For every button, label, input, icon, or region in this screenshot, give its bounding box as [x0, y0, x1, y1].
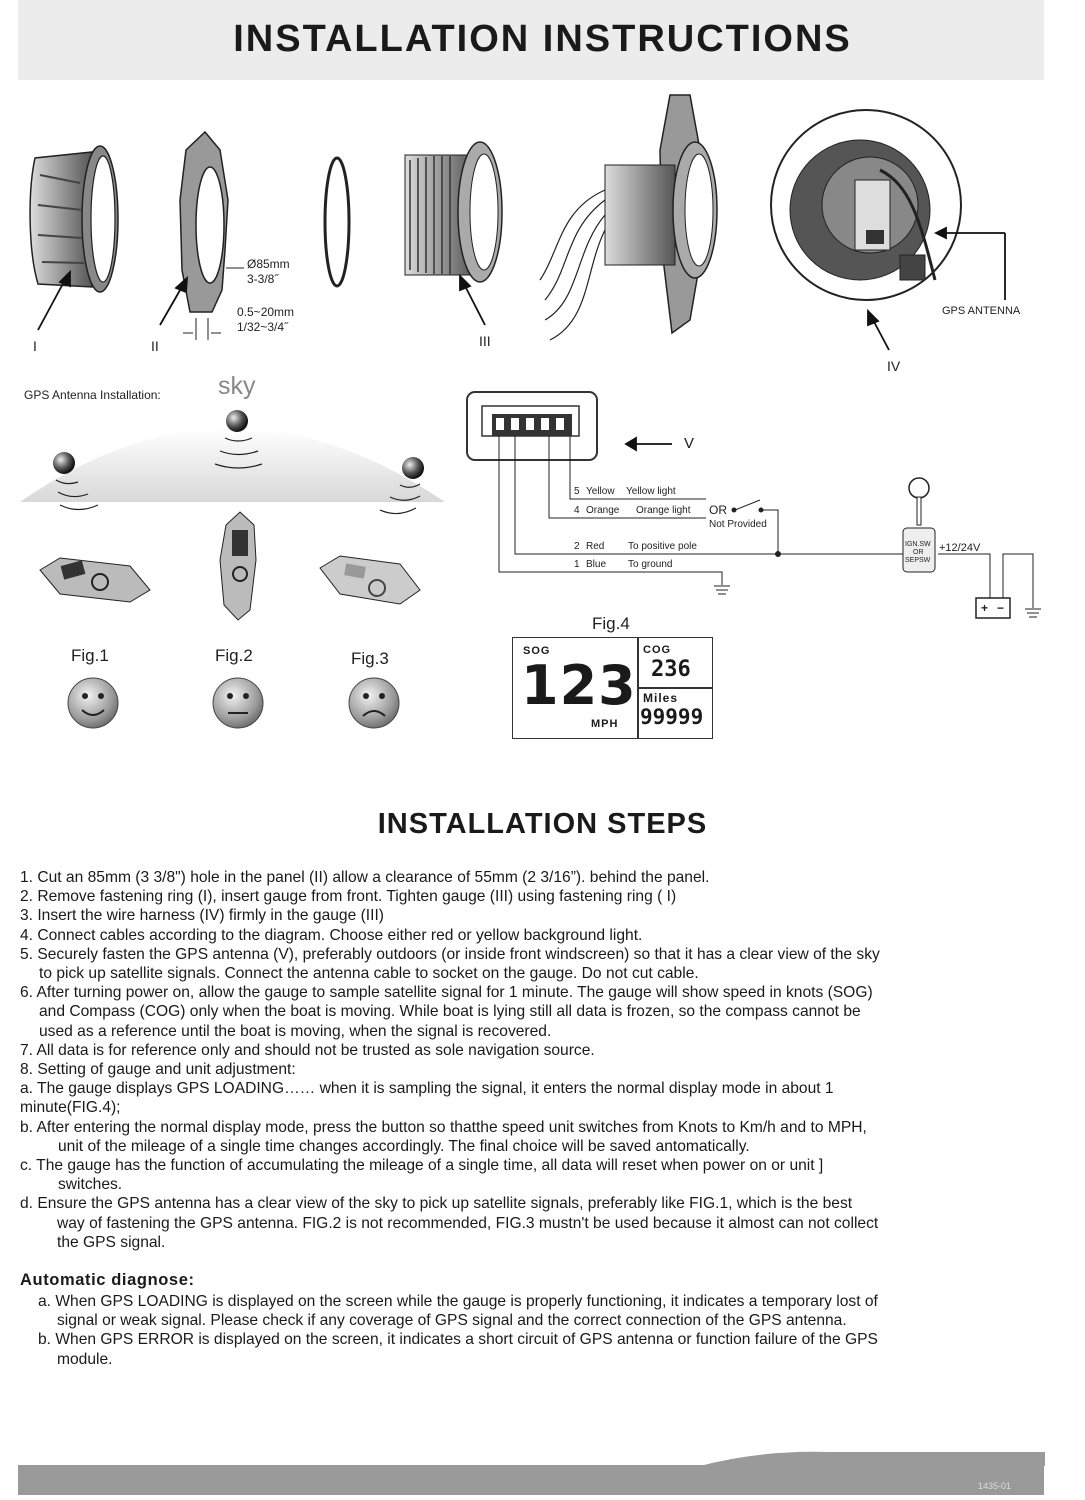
- antenna-fig3: [320, 556, 420, 604]
- steps-title: INSTALLATION STEPS: [377, 808, 708, 840]
- face-happy: [68, 678, 118, 728]
- or-text: OR: [709, 503, 727, 517]
- ign-line-2: OR: [913, 549, 924, 556]
- sky-label: sky: [218, 372, 256, 400]
- step-2: 2. Remove fastening ring (I), insert gauge from front. Tighten gauge (III) using fastening ring ( I): [20, 888, 677, 906]
- connector-label: V: [684, 435, 695, 452]
- page-title: INSTALLATION INSTRUCTIONS: [233, 18, 852, 60]
- ign-line-1: IGN.SW: [905, 541, 931, 548]
- sog-label: SOG: [523, 645, 551, 657]
- sky-arc: [20, 429, 445, 503]
- gps-antenna-label: GPS ANTENNA: [942, 305, 1021, 317]
- step-8c-cont: switches.: [58, 1176, 123, 1194]
- label-roman-2: II: [151, 338, 159, 354]
- step-8: 8. Setting of gauge and unit adjustment:: [20, 1061, 296, 1079]
- fastening-ring-part: [30, 146, 118, 292]
- label-roman-4: IV: [887, 358, 901, 374]
- step-7: 7. All data is for reference only and should not be trusted as sole navigation source.: [20, 1041, 595, 1059]
- antenna-heading: GPS Antenna Installation:: [24, 388, 161, 402]
- wire4-num: 4: [574, 505, 580, 516]
- fig2-label: Fig.2: [215, 646, 253, 665]
- battery-minus: −: [997, 601, 1005, 615]
- dim-diameter-in: 3-3/8˝: [247, 272, 279, 286]
- step-8d-cont2: the GPS signal.: [57, 1233, 166, 1251]
- fig3-label: Fig.3: [351, 649, 389, 668]
- wire1-color: Blue: [586, 559, 607, 570]
- step-5: 5. Securely fasten the GPS antenna (V), preferably outdoors (or inside front windscreen) so that it has a clear view of the sky: [20, 945, 880, 963]
- not-provided-text: Not Provided: [709, 519, 767, 530]
- dim-thickness: 0.5~20mm: [237, 305, 295, 319]
- dim-thickness-in: 1/32~3/4˝: [237, 320, 289, 334]
- fig4-label: Fig.4: [592, 614, 630, 633]
- face-sad: [349, 678, 399, 728]
- wire1-desc: To ground: [628, 559, 673, 570]
- step-8c: c. The gauge has the function of accumulating the mileage of a single time, all data will reset when power on or unit ]: [20, 1157, 824, 1175]
- miles-label: Miles: [643, 691, 679, 705]
- step-8a: a. The gauge displays GPS LOADING…… when it is sampling the signal, it enters the normal display mode in about 1: [20, 1080, 834, 1098]
- wiring-connector: [467, 392, 597, 460]
- step-6-cont2: used as a reference until the boat is moving, when the signal is recovered.: [39, 1022, 552, 1040]
- wire2-desc: To positive pole: [628, 541, 697, 552]
- lcd-display: [512, 637, 713, 739]
- footer-curve: [700, 1450, 1045, 1466]
- diagnose-b: b. When GPS ERROR is displayed on the screen, it indicates a short circuit of GPS antenna or function failure of the GPS: [38, 1331, 878, 1349]
- sog-value: 123: [521, 654, 637, 717]
- wire1-num: 1: [574, 559, 580, 570]
- speed-unit: MPH: [591, 718, 619, 730]
- step-8d: d. Ensure the GPS antenna has a clear view of the sky to pick up satellite signals, preferably like FIG.1, which is the best: [20, 1195, 853, 1213]
- dim-diameter: Ø85mm: [247, 257, 290, 271]
- step-8a-cont: minute(FIG.4);: [20, 1099, 121, 1117]
- step-4: 4. Connect cables according to the diagram. Choose either red or yellow background light.: [20, 926, 643, 944]
- footer-band: [18, 1465, 1044, 1495]
- footer-code: 1435-01: [978, 1481, 1012, 1491]
- step-8d-cont: way of fastening the GPS antenna. FIG.2 is not recommended, FIG.3 mustn't be used because it almost can not collect: [57, 1214, 879, 1232]
- voltage-label: +12/24V: [939, 542, 981, 554]
- step-5-cont: to pick up satellite signals. Connect the antenna cable to socket on the gauge. Do not cut cable.: [39, 965, 699, 983]
- diagnose-a: a. When GPS LOADING is displayed on the screen while the gauge is properly functioning, it indicates a temporary lost of: [38, 1293, 878, 1310]
- fig1-label: Fig.1: [71, 646, 109, 665]
- step-1: 1. Cut an 85mm (3 3/8") hole in the panel (II) allow a clearance of 55mm (2 3/16”). behind the panel.: [20, 869, 710, 886]
- wire4-desc: Orange light: [636, 505, 691, 516]
- step-6: 6. After turning power on, allow the gauge to sample satellite signal for 1 minute. The gauge will show speed in knots (SOG): [20, 984, 873, 1002]
- diagnose-list: [38, 1292, 1058, 1369]
- wire5-desc: Yellow light: [626, 486, 676, 497]
- o-ring-part: [325, 158, 349, 286]
- wire5-num: 5: [574, 486, 580, 497]
- steps-list: [20, 868, 1060, 1252]
- diagnose-a-cont: signal or weak signal. Please check if any coverage of GPS signal and the correct connection of the GPS antenna.: [57, 1312, 847, 1330]
- step-6-cont: and Compass (COG) only when the boat is moving. While boat is lying still all data is frozen, so the compass cannot be: [39, 1003, 861, 1021]
- gauge-rear-view: [771, 110, 961, 300]
- wire5-color: Yellow: [586, 486, 615, 497]
- wire2-color: Red: [586, 541, 605, 552]
- label-roman-1: I: [33, 338, 37, 354]
- step-8b: b. After entering the normal display mode, press the button so thatthe speed unit switches from Knots to Km/h and to MPH,: [20, 1118, 867, 1136]
- antenna-fig2: [220, 512, 256, 620]
- step-3: 3. Insert the wire harness (IV) firmly in the gauge (III): [20, 907, 384, 925]
- ign-line-3: SEPSW: [905, 557, 931, 564]
- wire2-num: 2: [574, 541, 580, 552]
- diagnose-title: Automatic diagnose:: [20, 1271, 195, 1289]
- step-8b-cont: unit of the mileage of a single time changes accordingly. The final choice will be saved antomatically.: [58, 1137, 750, 1155]
- diagnose-b-cont: module.: [57, 1350, 113, 1368]
- face-neutral: [213, 678, 263, 728]
- battery-plus: +: [981, 601, 989, 615]
- cog-value: 236: [651, 657, 691, 682]
- antenna-fig1: [40, 558, 150, 602]
- cog-label: COG: [643, 644, 672, 656]
- miles-value: 99999: [640, 705, 704, 729]
- wiring-lines: [499, 436, 1041, 617]
- assembled-gauge: [540, 95, 717, 340]
- gauge-body-part: [405, 142, 502, 282]
- wire4-color: Orange: [586, 505, 620, 516]
- label-roman-3: III: [479, 333, 491, 349]
